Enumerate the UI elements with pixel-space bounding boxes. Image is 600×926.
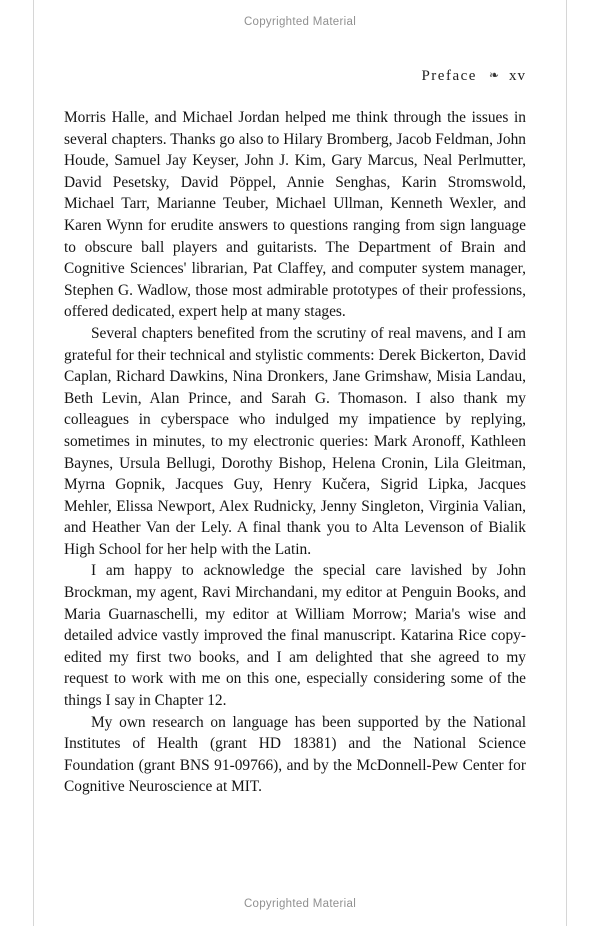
paragraph-1: Morris Halle, and Michael Jordan helped me think through the issues in several chapters. Thanks go also to Hilary Bromberg, Jacob Feldman, John Houde, Samuel Jay Keyser, John J. Kim, Gary Marcus, Neal Perlmutter, David Pesetsky, David Pöppel, Annie Senghas, Karin Stromswold, Michael Tarr, Marianne Teuber, Michael Ullman, Kenneth Wexler, and Karen Wynn for erudite answers to questions ranging from sign language to obscure ball players and guitarists. The Department of Brain and Cognitive Sciences' librarian, Pat Claffey, and computer system manager, Stephen G. Wadlow, those most admirable prototypes of their professions, offered dedicated, expert help at many stages. xyxy=(64,109,526,321)
page-edge-left xyxy=(33,0,34,926)
paragraph-4: My own research on language has been supported by the National Institutes of Health (grant HD 18381) and the National Science Foundation (grant BNS 91-09766), and by the McDonnell-Pew Center for Cognitive Neuroscience at MIT. xyxy=(64,713,526,796)
running-head xyxy=(0,68,600,85)
copyright-notice-top: Copyrighted Material xyxy=(243,16,357,28)
page-number: xv xyxy=(509,68,526,84)
page-body xyxy=(0,107,600,798)
running-head-title: Preface xyxy=(421,68,477,84)
page-edge-right xyxy=(566,0,567,926)
paragraph-2: Several chapters benefited from the scrutiny of real mavens, and I am grateful for their technical and stylistic comments: Derek Bickerton, David Caplan, Richard Dawkins, Nina Dronkers, Jane Grimshaw, Misia Landau, Beth Levin, Alan Prince, and Sarah G. Thomason. I also thank my colleagues in cyberspace who indulged my impatience by replying, sometimes in minutes, to my electronic queries: Mark Aronoff, Kathleen Baynes, Ursula Bellugi, Dorothy Bishop, Helena Cronin, Lila Gleitman, Myrna Gopnik, Jacques Guy, Henry Kučera, Sigrid Lipka, Jacques Mehler, Elissa Newport, Alex Rudnicky, Jenny Singleton, Virginia Valian, and Heather Van der Lely. A final thank you to Alta Levenson of Bialik High School for her help with the Latin. xyxy=(64,324,526,558)
paragraph-3: I am happy to acknowledge the special care lavished by John Brockman, my agent, Ravi Mirchandani, my editor at Penguin Books, and Maria Guarnaschelli, my editor at William Morrow; Maria's wise and detailed advice vastly improved the final manuscript. Katarina Rice copy-edited my first two books, and I am delighted that she agreed to my request to work with me on this one, especially considering some of the things I say in Chapter 12. xyxy=(64,562,526,710)
fleuron-ornament-icon: ❧ xyxy=(488,68,499,82)
copyright-notice-bottom: Copyrighted Material xyxy=(243,898,357,910)
